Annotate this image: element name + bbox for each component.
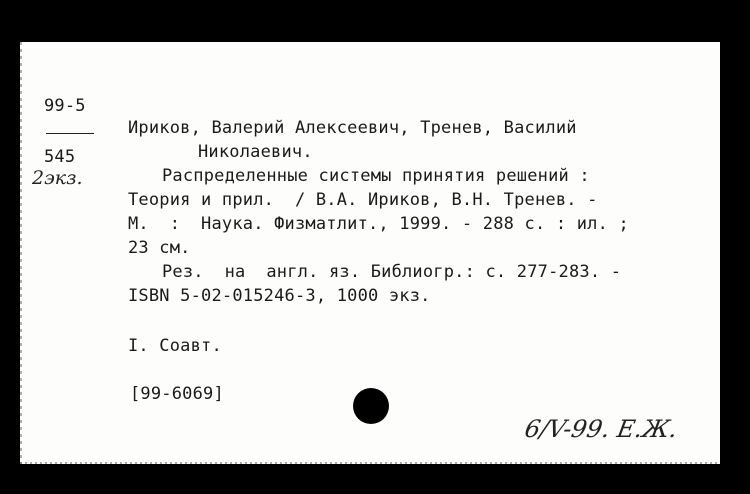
title-line-1: Распределенные системы принятия решений : [162, 166, 590, 186]
record-number: [99-6069] [130, 384, 224, 404]
handwritten-date-initials: 6/V-99. Е.Ж. [522, 415, 680, 443]
authors-line-2: Николаевич. [198, 142, 313, 162]
catalog-card [20, 42, 720, 464]
title-line-4: 23 см. [128, 238, 191, 258]
title-line-2: Теория и прил. / В.А. Ириков, В.Н. Тренев. - [128, 190, 598, 210]
authors-line-1: Ириков, Валерий Алексеевич, Тренев, Василий [128, 118, 577, 138]
call-number-divider [46, 133, 94, 134]
handwritten-copies-note: 2экз. [32, 167, 83, 189]
tracing: I. Соавт. [128, 336, 222, 356]
call-number-top: 99-5 [44, 96, 86, 116]
scan-artifact-line [20, 462, 720, 464]
notes-line-1: Рез. на англ. яз. Библиогр.: с. 277-283. - [162, 262, 622, 282]
punch-hole [353, 388, 389, 424]
notes-line-2: ISBN 5-02-015246-3, 1000 экз. [128, 286, 431, 306]
title-line-3: М. : Наука. Физматлит., 1999. - 288 с. : ил. ; [128, 214, 629, 234]
call-number-bottom: 545 [44, 147, 76, 167]
